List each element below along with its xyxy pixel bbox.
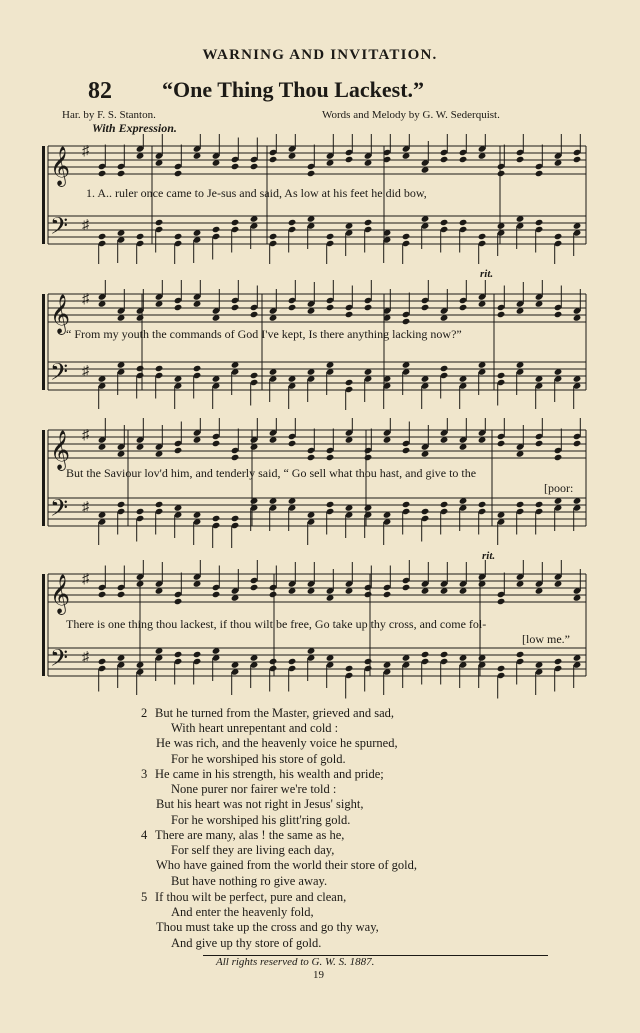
copyright-notice: All rights reserved to G. W. S. 1887. bbox=[216, 956, 375, 968]
treble-staff bbox=[48, 430, 586, 458]
verse-line: For self they are living each day, bbox=[171, 843, 335, 858]
sharp-icon: ♯ bbox=[82, 650, 89, 665]
treble-clef-icon: 𝄞 bbox=[50, 294, 71, 334]
bass-clef-icon: 𝄢 bbox=[50, 212, 69, 245]
bass-clef-icon: 𝄢 bbox=[50, 494, 69, 527]
bass-staff bbox=[48, 648, 586, 676]
hymn-title: “One Thing Thou Lackest.” bbox=[162, 77, 425, 102]
bass-staff bbox=[48, 216, 586, 244]
ritardando-mark-2: rit. bbox=[482, 550, 496, 562]
verse-number: 4 bbox=[141, 828, 148, 842]
sharp-icon: ♯ bbox=[82, 218, 89, 233]
page-number: 19 bbox=[313, 969, 324, 981]
note-group bbox=[98, 418, 582, 461]
lyric-line-2: “ From my youth the commands of God I've kept, Is there anything lacking now?” bbox=[66, 327, 462, 341]
sharp-icon: ♯ bbox=[82, 364, 89, 379]
treble-clef-icon: 𝄞 bbox=[50, 430, 71, 470]
verse-line: For he worshiped his glitt'ring gold. bbox=[171, 812, 351, 827]
treble-staff bbox=[48, 574, 586, 602]
bass-staff bbox=[48, 498, 586, 526]
note-group bbox=[98, 560, 582, 605]
verse-line: Thou must take up the cross and go thy way, bbox=[156, 920, 379, 935]
verse-line: And give up thy store of gold. bbox=[171, 935, 322, 950]
verse-line: But have nothing ro give away. bbox=[171, 873, 328, 888]
music-system-2 bbox=[40, 280, 590, 410]
verse-line: He came in his strength, his wealth and pride; bbox=[155, 767, 384, 781]
treble-staff bbox=[48, 294, 586, 322]
verse-line: But his heart was not right in Jesus' sight, bbox=[156, 797, 364, 812]
lyric-continuation-3: [poor: bbox=[544, 481, 574, 495]
music-system-3 bbox=[40, 418, 590, 548]
verse-number: 3 bbox=[141, 767, 148, 781]
sharp-icon: ♯ bbox=[82, 572, 89, 587]
verse-line: Who have gained from the world their store of gold, bbox=[156, 858, 418, 873]
verse-line: But he turned from the Master, grieved and sad, bbox=[155, 706, 395, 720]
system-brace bbox=[42, 430, 45, 526]
verse-3 bbox=[141, 767, 561, 828]
sharp-icon: ♯ bbox=[82, 292, 89, 307]
sharp-icon: ♯ bbox=[82, 500, 89, 515]
sharp-icon: ♯ bbox=[82, 428, 89, 443]
section-title: WARNING AND INVITATION. bbox=[202, 47, 438, 63]
hymn-number: 82 bbox=[88, 78, 112, 104]
system-brace bbox=[42, 146, 45, 244]
note-group bbox=[98, 280, 582, 325]
treble-clef-icon: 𝄞 bbox=[50, 146, 71, 186]
harmony-credit: Har. by F. S. Stanton. bbox=[62, 109, 156, 121]
system-brace bbox=[42, 294, 45, 390]
treble-clef-icon: 𝄞 bbox=[50, 574, 71, 614]
verse-line: None purer nor fairer we're told : bbox=[171, 782, 337, 797]
verse-line: He was rich, and the heavenly voice he spurned, bbox=[156, 736, 398, 751]
words-credit: Words and Melody by G. W. Sederquist. bbox=[322, 109, 500, 121]
verse-number: 5 bbox=[141, 890, 148, 904]
verse-line: There are many, alas ! the same as he, bbox=[155, 828, 345, 842]
sharp-icon: ♯ bbox=[82, 144, 89, 159]
verse-number: 2 bbox=[141, 706, 148, 720]
verse-line: If thou wilt be perfect, pure and clean, bbox=[155, 890, 347, 904]
verse-4 bbox=[141, 828, 561, 889]
bass-clef-icon: 𝄢 bbox=[50, 358, 69, 391]
lyric-continuation-4: [low me.” bbox=[522, 632, 570, 646]
verse-line: For he worshiped his store of gold. bbox=[171, 751, 346, 766]
verse-line: And enter the heavenly fold, bbox=[171, 905, 314, 920]
verse-5 bbox=[141, 890, 561, 951]
lyric-line-1: 1. A.. ruler once came to Je-sus and said, As low at his feet he did bow, bbox=[86, 186, 427, 200]
verse-2 bbox=[141, 706, 561, 767]
ritardando-mark-1: rit. bbox=[480, 268, 494, 280]
lyric-line-3: But the Saviour lov'd him, and tenderly said, “ Go sell what thou hast, and give to the bbox=[66, 466, 477, 480]
tempo-mark: With Expression. bbox=[92, 121, 177, 135]
system-brace bbox=[42, 574, 45, 676]
verse-line: With heart unrepentant and cold : bbox=[171, 721, 339, 736]
bass-staff bbox=[48, 362, 586, 390]
treble-staff bbox=[48, 146, 586, 174]
lyric-line-4: There is one thing thou lackest, if thou wilt be free, Go take up thy cross, and come fol- bbox=[66, 617, 487, 631]
note-group bbox=[98, 134, 582, 177]
bass-clef-icon: 𝄢 bbox=[50, 644, 69, 677]
